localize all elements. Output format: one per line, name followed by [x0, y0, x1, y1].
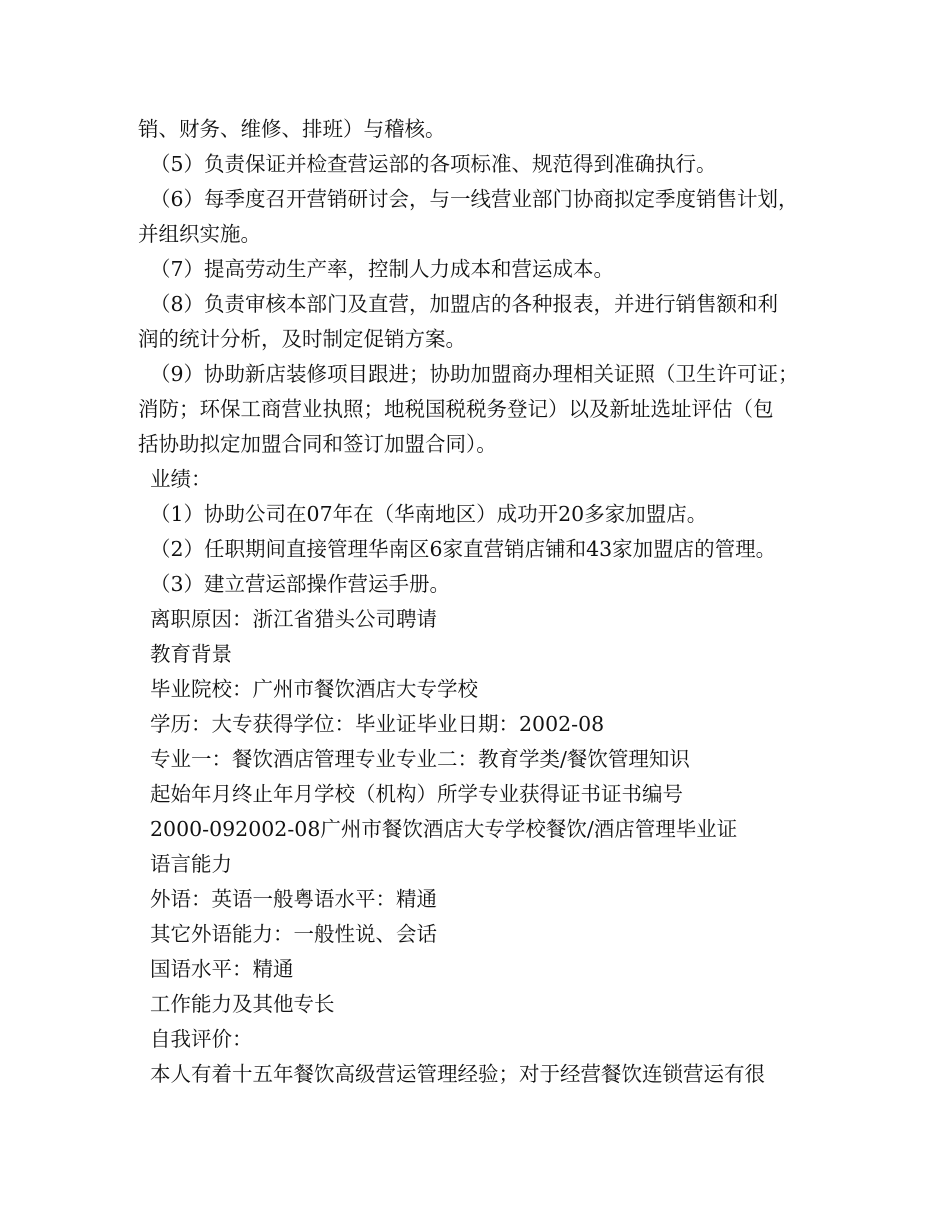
text-line: （2）任职期间直接管理华南区6家直营销店铺和43家加盟店的管理。	[150, 537, 777, 561]
section-heading: 教育背景	[150, 642, 232, 666]
text-line: 学历：大专获得学位：毕业证毕业日期：2002-08	[150, 712, 605, 736]
text-line: （8）负责审核本部门及直营，加盟店的各种报表，并进行销售额和利	[150, 292, 779, 316]
text-line: 国语水平：精通	[150, 957, 294, 981]
text-line: （7）提高劳动生产率，控制人力成本和营运成本。	[150, 257, 615, 281]
document-body	[138, 112, 828, 1092]
text-line: 消防；环保工商营业执照；地税国税税务登记）以及新址选址评估（包	[138, 397, 774, 421]
section-heading: 工作能力及其他专长	[150, 992, 335, 1016]
text-line: 销、财务、维修、排班）与稽核。	[138, 117, 446, 141]
section-heading: 语言能力	[150, 852, 232, 876]
text-line: 润的统计分析，及时制定促销方案。	[138, 327, 466, 351]
text-line: 起始年月终止年月学校（机构）所学专业获得证书证书编号	[150, 782, 683, 806]
text-line: 本人有着十五年餐饮高级营运管理经验；对于经营餐饮连锁营运有很	[150, 1062, 765, 1086]
text-line: 括协助拟定加盟合同和签订加盟合同）。	[138, 432, 497, 456]
section-heading: 自我评价：	[150, 1027, 253, 1051]
text-line: （9）协助新店装修项目跟进；协助加盟商办理相关证照（卫生许可证；	[150, 362, 799, 386]
text-line: （1）协助公司在07年在（华南地区）成功开20多家加盟店。	[150, 502, 708, 526]
text-line: 并组织实施。	[138, 222, 261, 246]
text-line: （3）建立营运部操作营运手册。	[150, 572, 451, 596]
text-line: （5）负责保证并检查营运部的各项标准、规范得到准确执行。	[150, 152, 717, 176]
text-line: 2000-092002-08广州市餐饮酒店大专学校餐饮/酒店管理毕业证	[150, 817, 738, 841]
text-line: 离职原因：浙江省猎头公司聘请	[150, 607, 437, 631]
text-line: 毕业院校：广州市餐饮酒店大专学校	[150, 677, 478, 701]
text-line: 专业一：餐饮酒店管理专业专业二：教育学类/餐饮管理知识	[150, 747, 690, 771]
text-line: （6）每季度召开营销研讨会，与一线营业部门协商拟定季度销售计划，	[150, 187, 799, 211]
text-line: 其它外语能力：一般性说、会话	[150, 922, 437, 946]
text-line: 外语：英语一般粤语水平：精通	[150, 887, 437, 911]
section-heading: 业绩：	[150, 467, 212, 491]
